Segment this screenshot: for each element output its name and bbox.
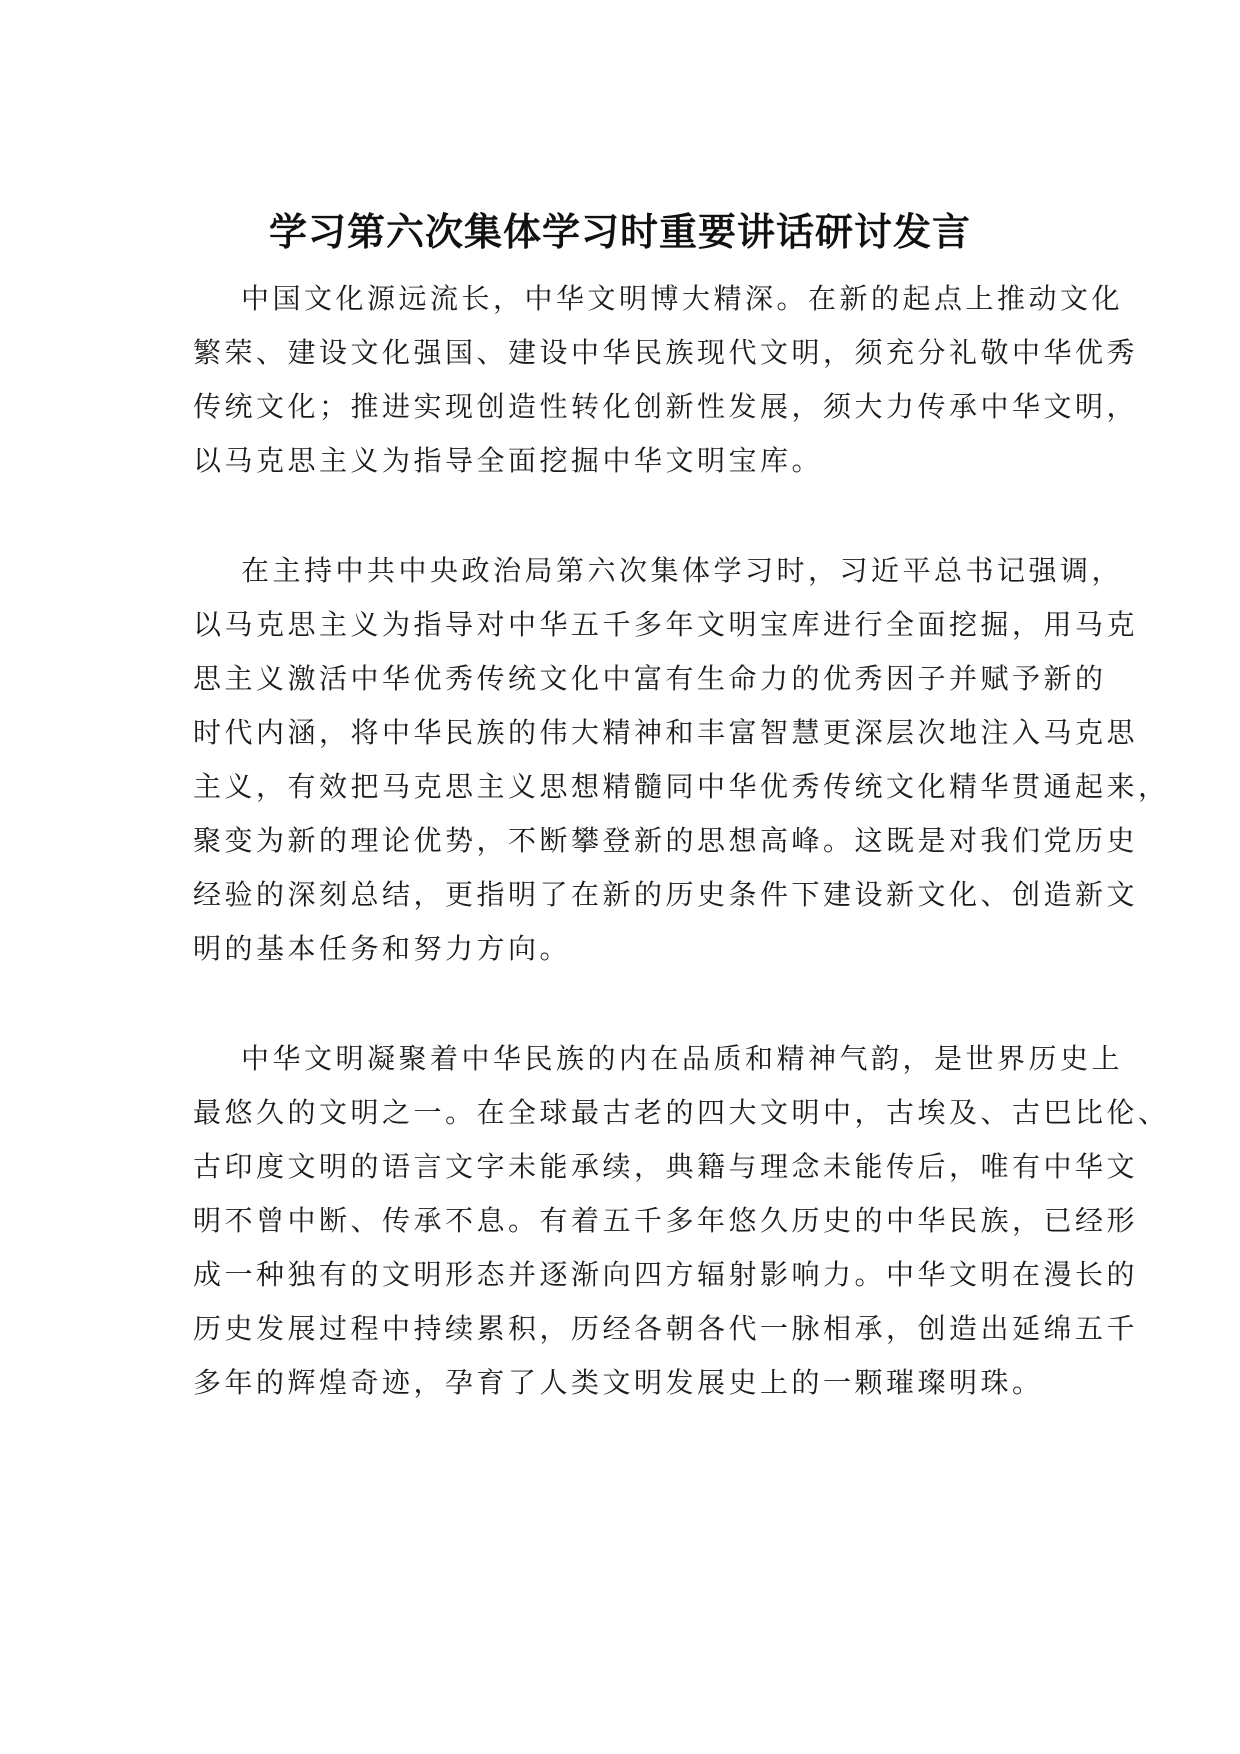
paragraph-line: 主义，有效把马克思主义思想精髓同中华优秀传统文化精华贯通起来， bbox=[193, 770, 1170, 803]
paragraph-line: 以马克思主义为指导对中华五千多年文明宝库进行全面挖掘，用马克 bbox=[193, 608, 1139, 641]
paragraph-line: 聚变为新的理论优势，不断攀登新的思想高峰。这既是对我们党历史 bbox=[193, 824, 1139, 857]
paragraph-line: 思主义激活中华优秀传统文化中富有生命力的优秀因子并赋予新的 bbox=[193, 662, 1107, 695]
paragraph-line: 中国文化源远流长，中华文明博大精深。在新的起点上推动文化 bbox=[241, 282, 1124, 315]
paragraph-line: 繁荣、建设文化强国、建设中华民族现代文明，须充分礼敬中华优秀 bbox=[193, 336, 1139, 369]
paragraph-line: 多年的辉煌奇迹，孕育了人类文明发展史上的一颗璀璨明珠。 bbox=[193, 1366, 1044, 1399]
paragraph-line: 明的基本任务和努力方向。 bbox=[193, 932, 572, 965]
paragraph-line: 传统文化；推进实现创造性转化创新性发展，须大力传承中华文明， bbox=[193, 390, 1139, 423]
paragraph-line: 历史发展过程中持续累积，历经各朝各代一脉相承，创造出延绵五千 bbox=[193, 1312, 1139, 1345]
paragraph-line: 在主持中共中央政治局第六次集体学习时，习近平总书记强调， bbox=[241, 554, 1124, 587]
paragraph-line: 成一种独有的文明形态并逐渐向四方辐射影响力。中华文明在漫长的 bbox=[193, 1258, 1139, 1291]
paragraph-line: 经验的深刻总结，更指明了在新的历史条件下建设新文化、创造新文 bbox=[193, 878, 1139, 911]
paragraph-line: 古印度文明的语言文字未能承续，典籍与理念未能传后，唯有中华文 bbox=[193, 1150, 1139, 1183]
paragraph-line: 中华文明凝聚着中华民族的内在品质和精神气韵，是世界历史上 bbox=[241, 1042, 1124, 1075]
paragraph-2 bbox=[193, 544, 1170, 976]
paragraph-1 bbox=[193, 272, 1139, 488]
paragraph-3 bbox=[193, 1032, 1170, 1410]
paragraph-line: 明不曾中断、传承不息。有着五千多年悠久历史的中华民族，已经形 bbox=[193, 1204, 1139, 1237]
document-body bbox=[193, 272, 1170, 1466]
paragraph-line: 时代内涵，将中华民族的伟大精神和丰富智慧更深层次地注入马克思 bbox=[193, 716, 1139, 749]
paragraph-line: 以马克思主义为指导全面挖掘中华文明宝库。 bbox=[193, 444, 824, 477]
paragraph-line: 最悠久的文明之一。在全球最古老的四大文明中，古埃及、古巴比伦、 bbox=[193, 1096, 1170, 1129]
document-title: 学习第六次集体学习时重要讲话研讨发言 bbox=[268, 210, 971, 255]
